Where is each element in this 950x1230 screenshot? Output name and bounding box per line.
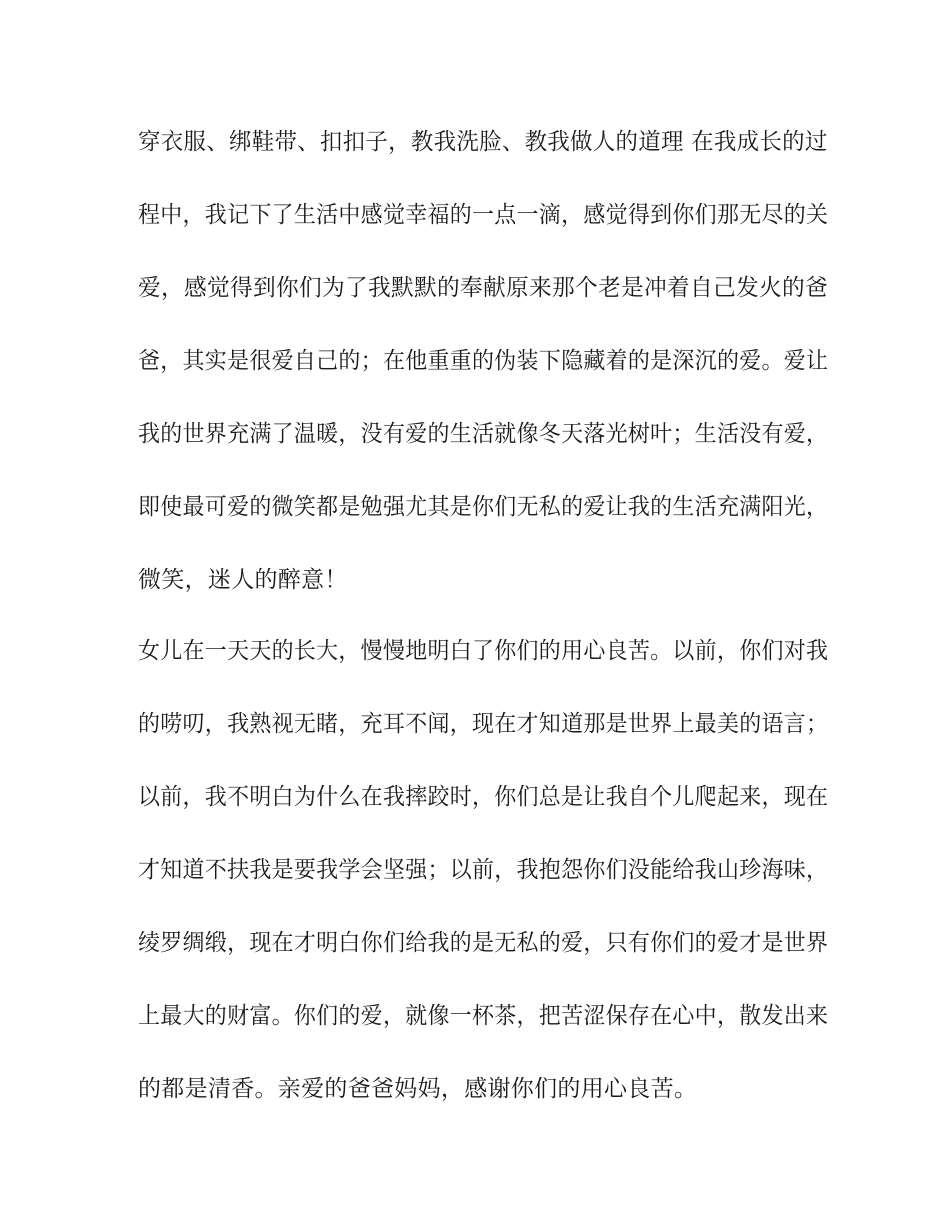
text-line: 穿衣服、绑鞋带、扣扣子，教我洗脸、教我做人的道理 在我成长的过 — [138, 129, 828, 155]
text-line: 爸，其实是很爱自己的；在他重重的伪装下隐藏着的是深沉的爱。爱让 — [138, 348, 829, 374]
text-line: 上最大的财富。你们的爱，就像一杯茶，把苦涩保存在心中，散发出来 — [138, 1003, 829, 1029]
text-line: 的都是清香。亲爱的爸爸妈妈，感谢你们的用心良苦。 — [138, 1076, 698, 1102]
text-line: 爱，感觉得到你们为了我默默的奉献原来那个老是冲着自己发火的爸 — [138, 275, 828, 301]
text-line: 我的世界充满了温暖，没有爱的生活就像冬天落光树叶；生活没有爱， — [138, 421, 829, 447]
text-line: 才知道不扶我是要我学会坚强；以前，我抱怨你们没能给我山珍海味， — [138, 857, 829, 883]
text-line: 绫罗绸缎，现在才明白你们给我的是无私的爱，只有你们的爱才是世界 — [138, 930, 829, 956]
text-line: 即使最可爱的微笑都是勉强尤其是你们无私的爱让我的生活充满阳光， — [138, 494, 829, 520]
text-line: 女儿在一天天的长大，慢慢地明白了你们的用心良苦。以前，你们对我 — [138, 638, 829, 664]
text-line: 以前，我不明白为什么在我摔跤时，你们总是让我自个儿爬起来，现在 — [138, 784, 829, 810]
text-line: 微笑，迷人的醉意！ — [138, 567, 348, 593]
text-line: 程中，我记下了生活中感觉幸福的一点一滴，感觉得到你们那无尽的关 — [138, 202, 829, 228]
text-line: 的唠叨，我熟视无睹，充耳不闻，现在才知道那是世界上最美的语言； — [138, 711, 829, 737]
